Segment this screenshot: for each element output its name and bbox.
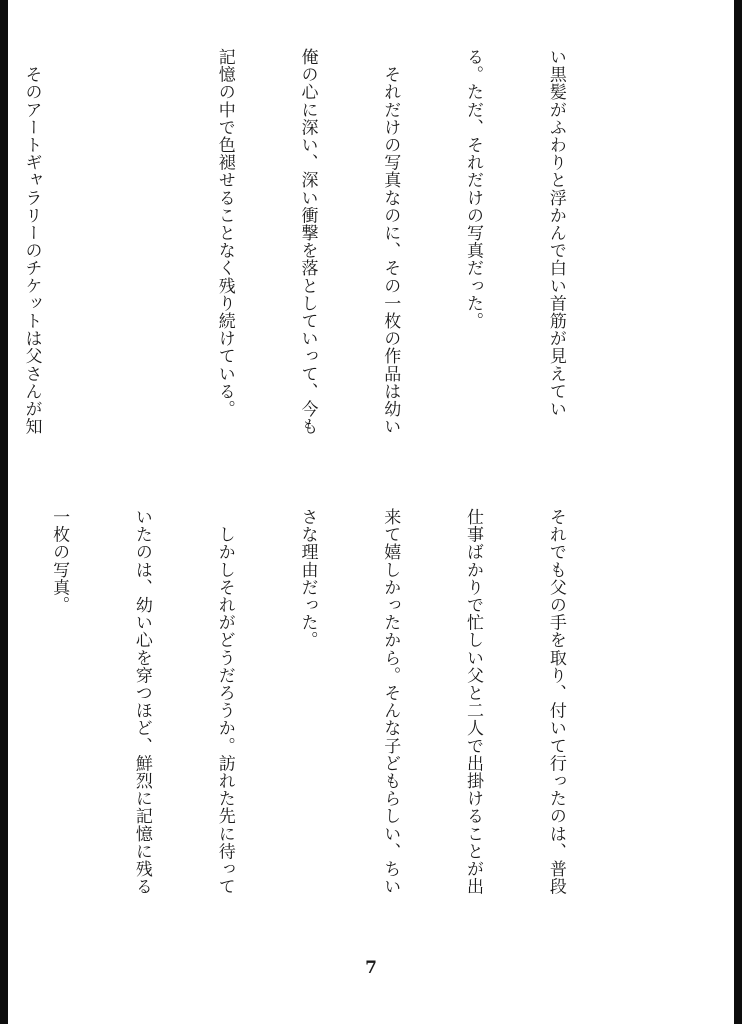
text-line: そのアートギャラリーのチケットは父さんが知 <box>21 48 42 436</box>
text-line: る。ただ、それだけの写真だった。 <box>463 48 484 330</box>
upper-text-block <box>21 48 624 468</box>
text-line: 俺の心に深い、深い衝撃を落としていって、今も <box>297 48 318 436</box>
lower-text-block <box>49 508 624 928</box>
right-scan-edge <box>734 0 742 1024</box>
text-line: い黒髪がふわりと浮かんで白い首筋が見えてい <box>545 48 566 418</box>
text-line: それでも父の手を取り、付いて行ったのは、普段 <box>545 508 566 896</box>
text-line: 仕事ばかりで忙しい父と二人で出掛けることが出 <box>463 508 484 896</box>
text-line: 記憶の中で色褪せることなく残り続けている。 <box>214 48 235 418</box>
text-line: いたのは、幼い心を穿つほど、鮮烈に記憶に残る <box>131 508 152 896</box>
text-line: 来て嬉しかったから。そんな子どもらしい、ちい <box>380 508 401 896</box>
text-line: それだけの写真なのに、その一枚の作品は幼い <box>380 48 401 436</box>
text-line: さな理由だった。 <box>297 508 318 649</box>
text-line: しかしそれがどうだろうか。訪れた先に待って <box>214 508 235 896</box>
page-number: 7 <box>365 958 377 978</box>
text-line: 一枚の写真。 <box>49 508 70 614</box>
